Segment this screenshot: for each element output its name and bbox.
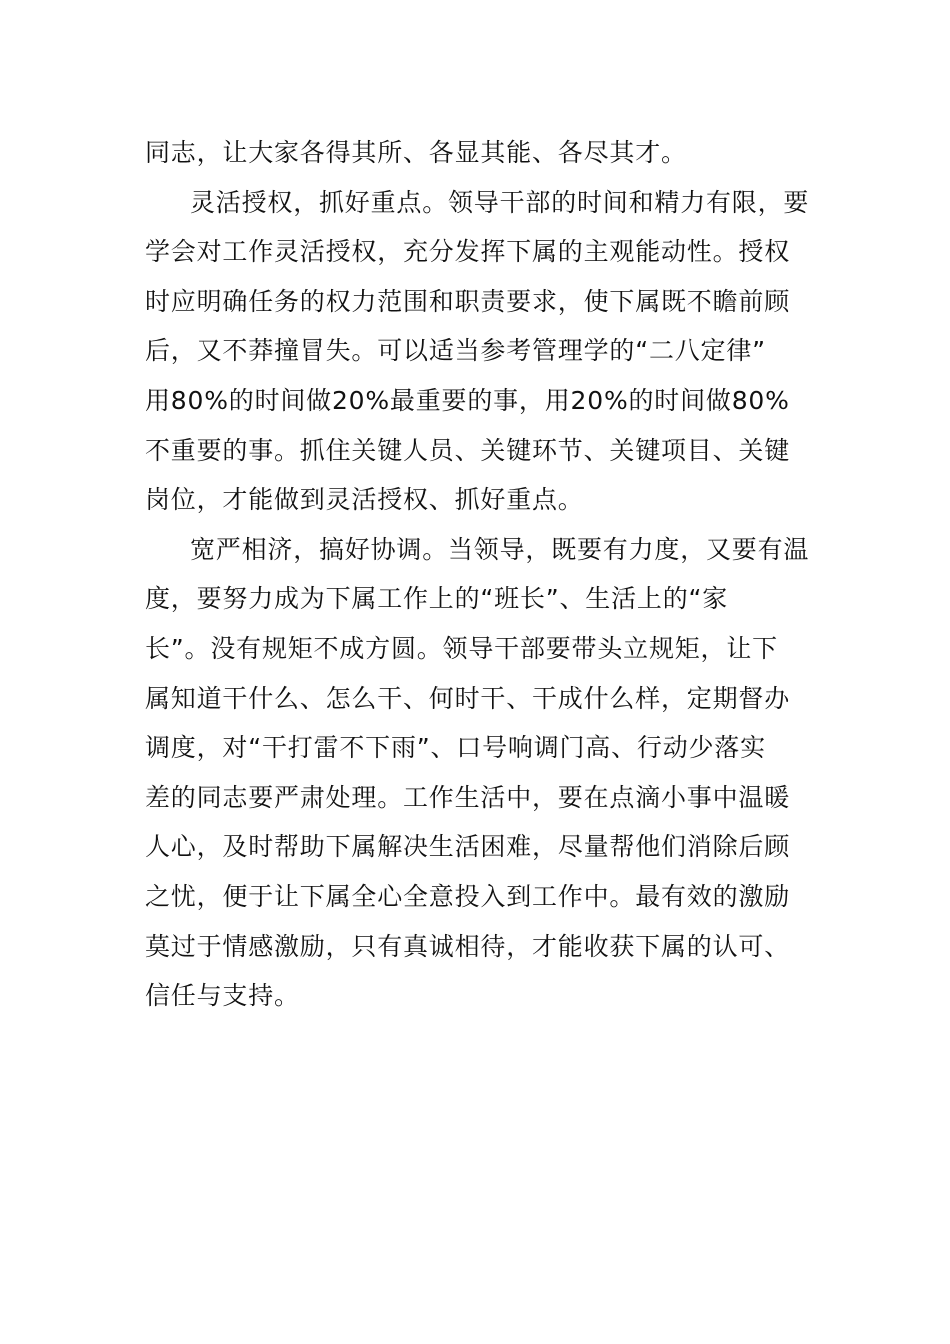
text-line: 不重要的事。抓住关键人员、关键环节、关键项目、关键	[145, 435, 791, 465]
text-line: 长”。没有规矩不成方圆。领导干部要带头立规矩，让下	[145, 633, 778, 663]
text-line: 度，要努力成为下属工作上的“班长”、生活上的“家	[145, 584, 729, 614]
paragraph-start-line: 宽严相济，搞好协调。当领导，既要有力度，又要有温	[190, 534, 810, 564]
text-line: 之忧，便于让下属全心全意投入到工作中。最有效的激励	[145, 881, 791, 911]
text-line: 属知道干什么、怎么干、何时干、干成什么样，定期督办	[145, 683, 791, 713]
text-line: 莫过于情感激励，只有真诚相待，才能收获下属的认可、	[145, 931, 791, 961]
text-line: 学会对工作灵活授权，充分发挥下属的主观能动性。授权	[145, 237, 791, 267]
text-line: 时应明确任务的权力范围和职责要求，使下属既不瞻前顾	[145, 286, 791, 316]
text-line: 人心，及时帮助下属解决生活困难，尽量帮他们消除后顾	[145, 832, 791, 862]
text-line: 信任与支持。	[145, 981, 300, 1011]
text-line: 调度，对“干打雷不下雨”、口号响调门高、行动少落实	[145, 733, 766, 763]
text-line: 后，又不莽撞冒失。可以适当参考管理学的“二八定律”	[145, 336, 766, 366]
body-text	[145, 128, 810, 1021]
text-line: 同志，让大家各得其所、各显其能、各尽其才。	[145, 138, 687, 167]
text-line: 用80%的时间做20%最重要的事，用20%的时间做80%	[145, 385, 790, 415]
text-line: 岗位，才能做到灵活授权、抓好重点。	[145, 485, 584, 515]
paragraph-start-line: 灵活授权，抓好重点。领导干部的时间和精力有限，要	[190, 187, 810, 217]
text-line: 差的同志要严肃处理。工作生活中，要在点滴小事中温暖	[145, 782, 791, 812]
